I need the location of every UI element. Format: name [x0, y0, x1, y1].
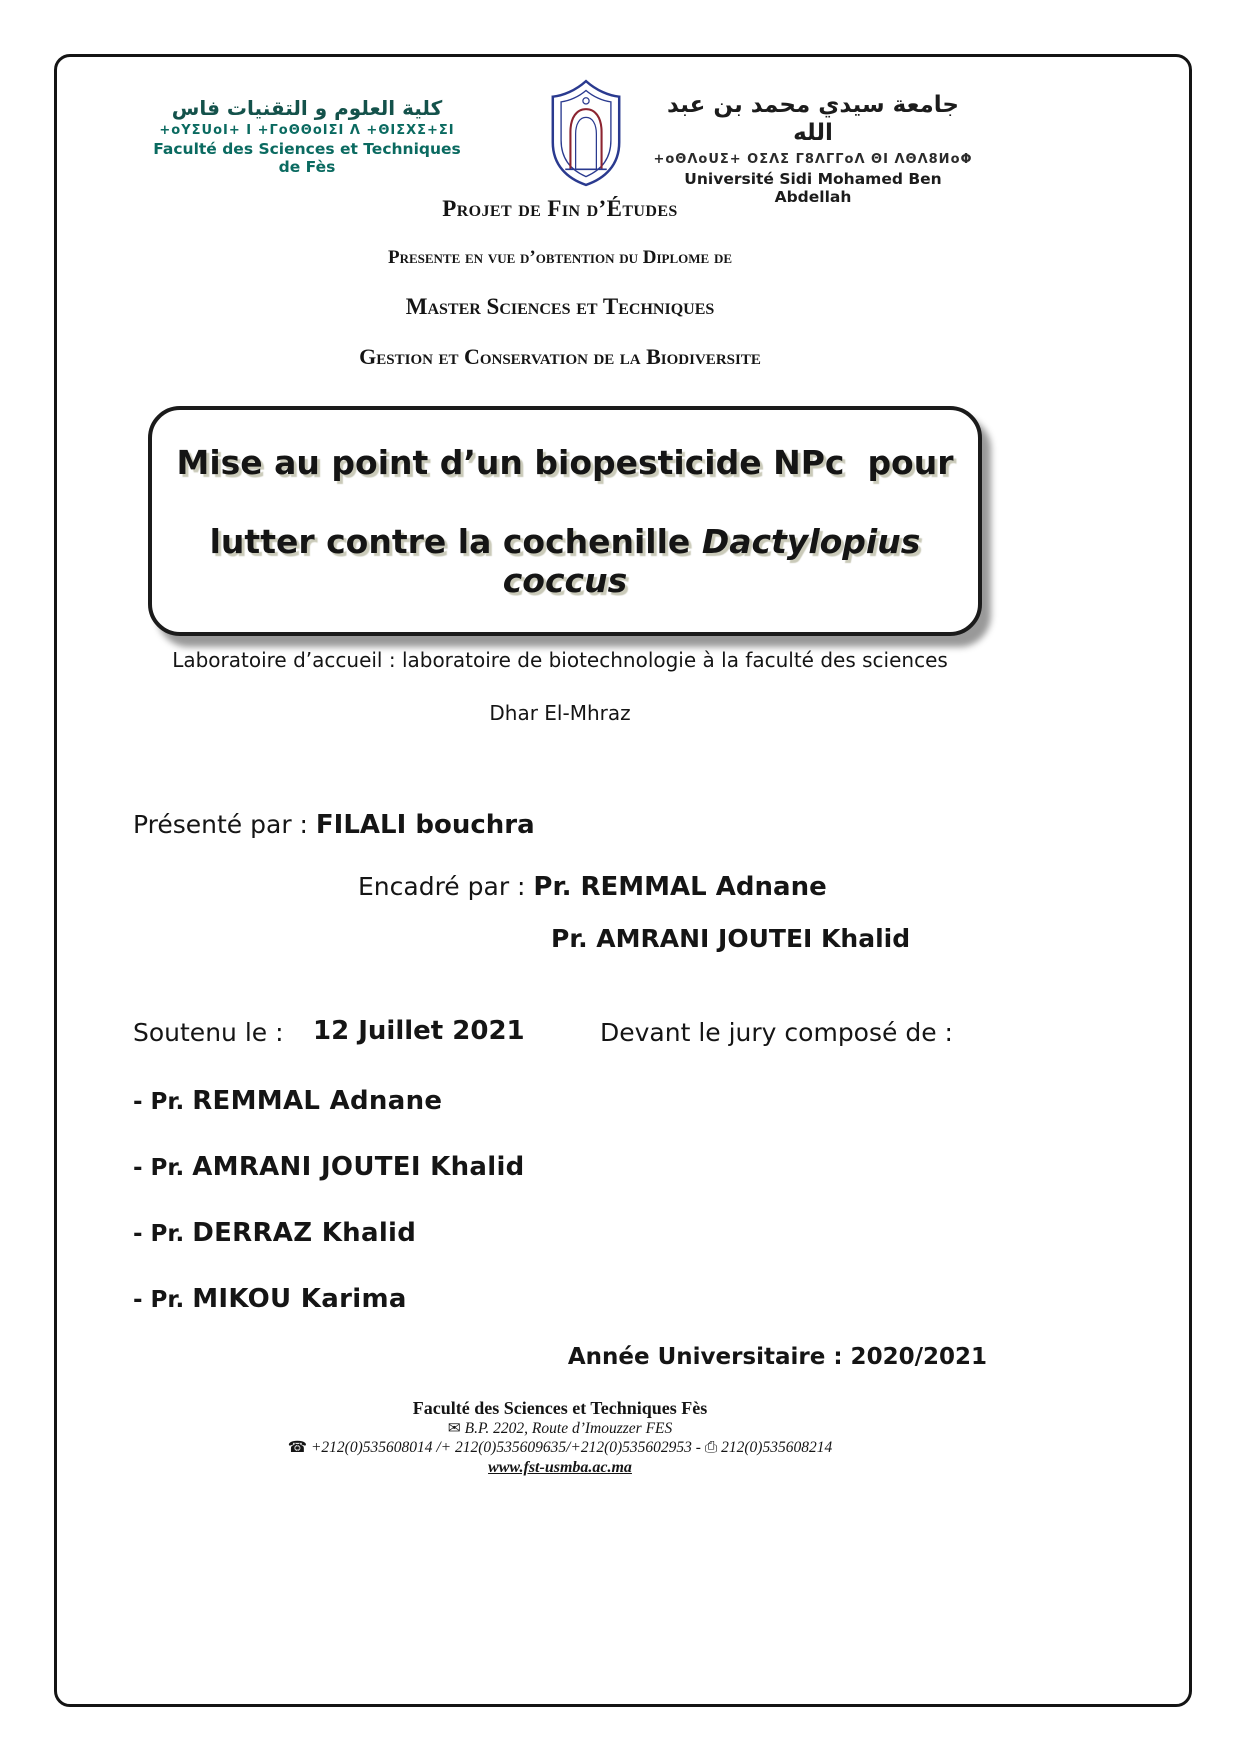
university-name-arabic: جامعة سيدي محمد بن عبد الله	[666, 92, 960, 146]
jury-member-prefix: - Pr.	[133, 1155, 193, 1181]
student-name: FILALI bouchra	[315, 810, 535, 840]
university-name-tifinagh: +oΘΛoUΣ+ OΣΛΣ Γ8ΛΓΓoΛ ΘΙ ΛΘΛ8ИoΦ	[653, 152, 973, 168]
faculty-name-tifinagh: +oYΣUoI+ I +ΓoΘΘoIΣI Λ +ΘΙΣΧΣ+ΣΙ	[159, 123, 455, 138]
university-logo	[536, 78, 636, 188]
supervisor-name-2: Pr. AMRANI JOUTEI Khalid	[551, 924, 911, 953]
jury-intro-label: Devant le jury composé de :	[600, 1018, 953, 1047]
jury-member-prefix: - Pr.	[133, 1089, 193, 1115]
supervisor-name-1: Pr. REMMAL Adnane	[533, 872, 827, 902]
presented-by-line	[133, 810, 535, 840]
footer-address-line	[133, 1420, 987, 1439]
footer-address: B.P. 2202, Route d’Imouzzer FES	[460, 1419, 673, 1437]
university-name-block	[644, 92, 982, 206]
footer-institution-name: Faculté des Sciences et Techniques Fès	[412, 1398, 708, 1418]
footer	[133, 1398, 987, 1477]
jury-member-prefix: - Pr.	[133, 1221, 193, 1247]
thesis-title-species-italic: Dactylopius coccus	[502, 521, 932, 600]
thesis-title-line2-regular: lutter contre la cochenille	[209, 521, 702, 561]
jury-member	[133, 1152, 525, 1182]
thesis-title-line1: Mise au point d’un biopesticide NPc pour	[176, 442, 954, 482]
supervised-by-label: Encadré par :	[358, 872, 534, 901]
jury-member-prefix: - Pr.	[133, 1287, 193, 1313]
jury-member	[133, 1284, 407, 1314]
presented-by-label: Présenté par :	[133, 810, 316, 839]
supervised-by-line	[358, 872, 827, 902]
phone-icon: ☎	[287, 1438, 308, 1456]
jury-member-name: DERRAZ Khalid	[192, 1218, 417, 1248]
program-heading: Gestion et Conservation de la Biodiversite	[359, 344, 761, 369]
university-emblem-icon	[536, 78, 636, 188]
jury-member	[133, 1086, 442, 1116]
purpose-heading: Presente en vue d’obtention du Diplome de	[387, 247, 733, 268]
footer-phone-line	[133, 1439, 987, 1458]
defense-date: 12 Juillet 2021	[313, 1016, 525, 1046]
laboratory-line2: Dhar El-Mhraz	[489, 701, 631, 725]
jury-member-name: AMRANI JOUTEI Khalid	[192, 1152, 525, 1182]
degree-heading: Master Sciences et Techniques	[405, 294, 715, 319]
academic-year: Année Universitaire : 2020/2021	[567, 1344, 987, 1370]
mail-icon: ✉	[447, 1419, 461, 1437]
faculty-name-french: Faculté des Sciences et Techniques de Fès	[153, 140, 461, 176]
fax-icon: ⎙	[704, 1438, 718, 1456]
laboratory-line1: Laboratoire d’accueil : laboratoire de biotechnologie à la faculté des sciences	[172, 648, 948, 672]
footer-website: www.fst-usmba.ac.ma	[488, 1458, 632, 1476]
thesis-title-line2	[152, 522, 978, 600]
jury-member	[133, 1218, 416, 1248]
defense-date-label: Soutenu le :	[133, 1018, 284, 1047]
jury-member-name: MIKOU Karima	[192, 1284, 407, 1314]
university-name-french: Université Sidi Mohamed Ben Abdellah	[684, 170, 942, 207]
footer-fax: 212(0)535608214	[717, 1438, 833, 1456]
faculty-logo-block	[140, 96, 474, 176]
faculty-name-arabic: كلية العلوم و التقنيات فاس	[171, 96, 443, 120]
jury-member-name: REMMAL Adnane	[192, 1086, 443, 1116]
document-type-heading: Projet de Fin d’Études	[442, 196, 678, 221]
thesis-title-box	[148, 406, 982, 636]
footer-phones: +212(0)535608014 /+ 212(0)535609635/+212(0)535602953 -	[307, 1438, 705, 1456]
